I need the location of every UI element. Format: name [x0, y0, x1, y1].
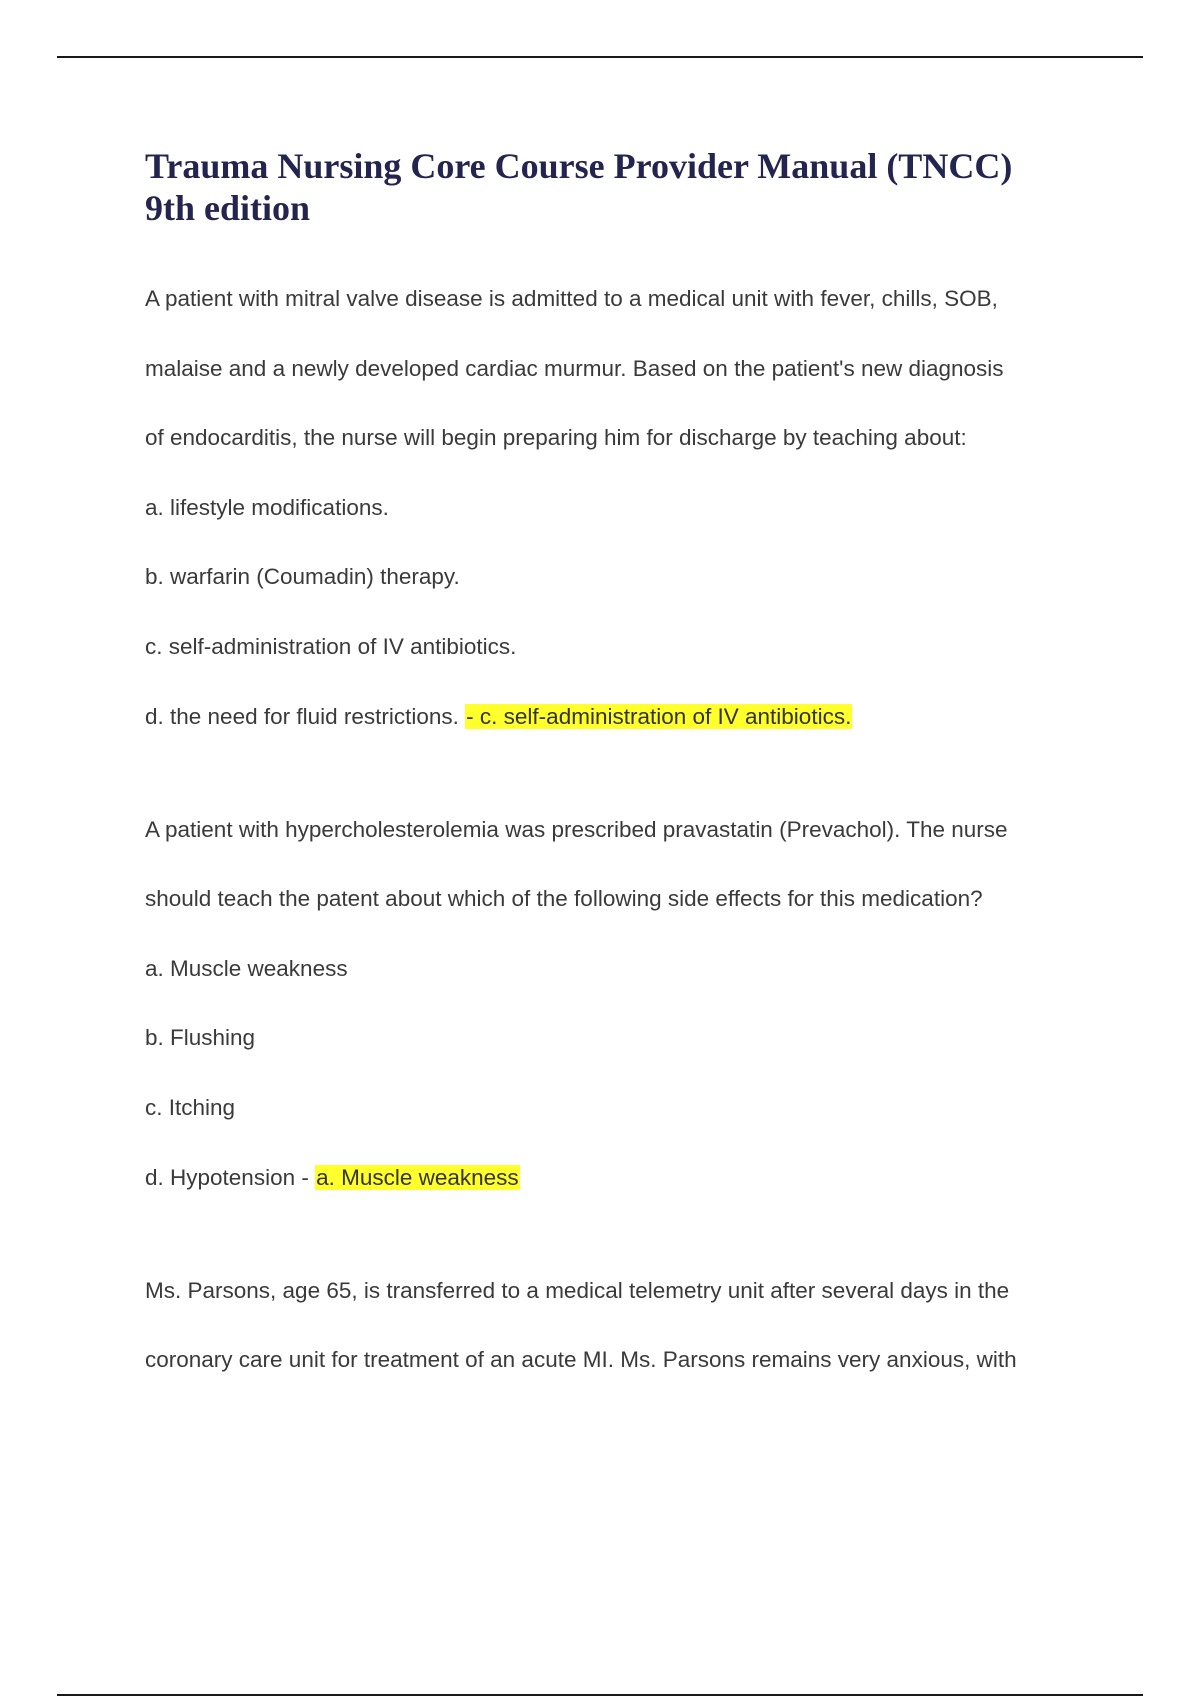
question-stem-line: A patient with hypercholesterolemia was prescribed pravastatin (Prevachol). The nurse [145, 816, 1008, 842]
question-stem-line: A patient with mitral valve disease is admitted to a medical unit with fever, chills, SOB, [145, 286, 998, 311]
highlighted-answer: a. Muscle weakness [316, 1164, 519, 1190]
document-title [145, 145, 1095, 229]
question-stem-line: should teach the patent about which of the following side effects for this medication? [145, 886, 983, 912]
answer-option-d: d. the need for fluid restrictions. [145, 703, 466, 729]
highlighted-answer: - c. self-administration of IV antibiotics. [466, 703, 852, 729]
page-content [145, 145, 1095, 1373]
answer-option-d-line [145, 1165, 1095, 1191]
answer-option-d-line [145, 704, 1095, 730]
document-title-line-1: Trauma Nursing Core Course Provider Manual (TNCC) [145, 146, 1013, 186]
answer-option-c: c. Itching [145, 1094, 236, 1120]
footer-rule [57, 1694, 1143, 1696]
question-stem-line: Ms. Parsons, age 65, is transferred to a medical telemetry unit after several days in the [145, 1277, 1010, 1303]
header-rule [57, 56, 1143, 58]
question-stem-line: of endocarditis, the nurse will begin preparing him for discharge by teaching about: [145, 425, 967, 451]
document-title-line-2: 9th edition [145, 188, 311, 228]
question-2 [145, 817, 1095, 1191]
question-3 [145, 1278, 1095, 1374]
answer-option-d: d. Hypotension - [145, 1164, 316, 1190]
answer-option-b: b. Flushing [145, 1025, 256, 1051]
answer-option-a: a. Muscle weakness [145, 955, 348, 981]
question-1 [145, 286, 1095, 730]
question-stem-line: coronary care unit for treatment of an acute MI. Ms. Parsons remains very anxious, with [145, 1347, 1017, 1373]
answer-option-c: c. self-administration of IV antibiotics. [145, 633, 517, 659]
answer-option-a: a. lifestyle modifications. [145, 494, 389, 520]
question-stem-line: malaise and a newly developed cardiac murmur. Based on the patient's new diagnosis [145, 355, 1004, 381]
answer-option-b: b. warfarin (Coumadin) therapy. [145, 564, 460, 590]
